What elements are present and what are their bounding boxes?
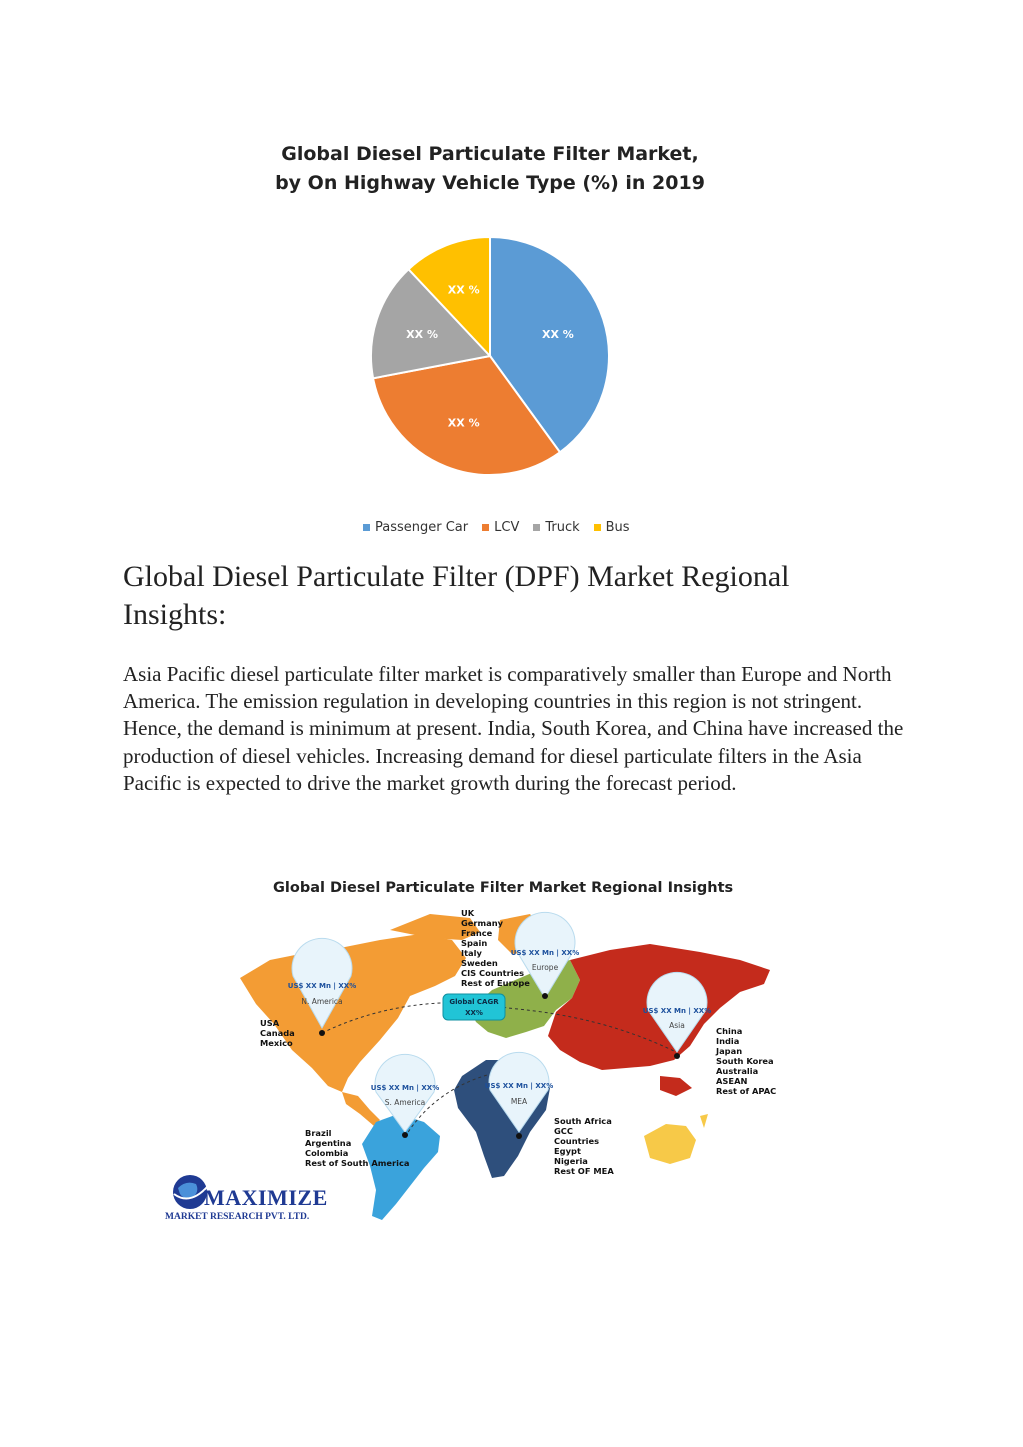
pie-chart (360, 228, 620, 488)
pie-legend (363, 520, 630, 535)
region-north-america (240, 934, 466, 1092)
legend-swatch (482, 524, 489, 531)
legend-item (533, 520, 579, 535)
callout-name-sa: S. America (384, 1098, 426, 1107)
legend-label: Bus (605, 520, 630, 535)
country-item: Rest of South America (305, 1158, 410, 1168)
country-item: Canada (260, 1028, 295, 1038)
country-item: Sweden (461, 958, 498, 968)
country-item: Italy (461, 948, 482, 958)
legend-item (363, 520, 468, 535)
country-list-north-america (260, 1018, 295, 1048)
logo-name: MAXIMIZE (204, 1185, 328, 1210)
country-list-mea (554, 1116, 614, 1176)
body-paragraph: Asia Pacific diesel particulate filter market is comparatively smaller than Europe and North America. The emission regulation in developing countries in this region is not stringent. Hence, the demand is minimum at present. India, South Korea, and China have increased the production of diesel vehicles. Increasing demand for diesel particulate filters in the Asia Pacific is expected to drive the market growth during the forecast period. (123, 662, 904, 795)
country-item: Egypt (554, 1146, 581, 1156)
legend-item (482, 520, 519, 535)
callout-name-na: N. America (301, 997, 343, 1006)
legend-swatch (533, 524, 540, 531)
country-item: Rest of Europe (461, 978, 530, 988)
legend-swatch (594, 524, 601, 531)
global-cagr-value: XX% (465, 1009, 483, 1017)
country-item: Rest of APAC (716, 1086, 777, 1096)
pie-data-label: XX % (447, 283, 480, 297)
country-item: South Korea (716, 1056, 774, 1066)
pie-title-line-2: by On Highway Vehicle Type (%) in 2019 (275, 172, 705, 194)
country-item: China (716, 1026, 743, 1036)
country-item: ASEAN (716, 1076, 748, 1086)
country-item: South Africa (554, 1116, 612, 1126)
callout-name-asia: Asia (669, 1021, 685, 1030)
country-item: Australia (716, 1066, 759, 1076)
global-cagr-label: Global CAGR (449, 998, 499, 1006)
callout-value-asia: US$ XX Mn | XX% (642, 1007, 712, 1015)
callout-value-na: US$ XX Mn | XX% (287, 982, 357, 990)
country-item: Nigeria (554, 1156, 588, 1166)
country-list-europe (461, 908, 530, 988)
country-item: UK (461, 908, 475, 918)
country-item: Spain (461, 938, 488, 948)
callout-value-sa: US$ XX Mn | XX% (370, 1084, 440, 1092)
legend-label: LCV (494, 520, 520, 535)
country-item: Mexico (260, 1038, 293, 1048)
global-cagr-badge (443, 994, 505, 1020)
country-item: GCC (554, 1126, 573, 1136)
country-item: Argentina (305, 1138, 352, 1148)
legend-label: Passenger Car (375, 520, 469, 535)
country-item: Colombia (305, 1148, 349, 1158)
legend-label: Truck (545, 520, 580, 535)
country-item: Germany (461, 918, 504, 928)
logo-subtitle: MARKET RESEARCH PVT. LTD. (165, 1212, 310, 1222)
callout-name-europe: Europe (531, 963, 559, 972)
pie-data-label: XX % (541, 327, 574, 341)
legend-swatch (363, 524, 370, 531)
callout-name-mea: MEA (510, 1097, 528, 1106)
legend-item (594, 520, 630, 535)
pie-title-line-1: Global Diesel Particulate Filter Market, (281, 143, 699, 165)
callout-value-europe: US$ XX Mn | XX% (510, 949, 580, 957)
country-list-south-america (305, 1128, 410, 1168)
country-item: Japan (716, 1046, 743, 1056)
pie-chart-title (0, 140, 980, 198)
callout-value-mea: US$ XX Mn | XX% (484, 1082, 554, 1090)
region-oceania (644, 1124, 696, 1164)
country-item: Countries (554, 1136, 600, 1146)
section-heading: Global Diesel Particulate Filter (DPF) Market Regional Insights: (123, 560, 790, 631)
country-item: Brazil (305, 1128, 332, 1138)
country-item: Rest OF MEA (554, 1166, 614, 1176)
country-list-asia (716, 1026, 776, 1096)
country-item: CIS Countries (461, 968, 525, 978)
country-item: France (461, 928, 493, 938)
map-title: Global Diesel Particulate Filter Market Regional Insights (273, 880, 734, 896)
pie-data-label: XX % (447, 416, 480, 430)
country-item: India (716, 1036, 740, 1046)
country-item: USA (260, 1018, 280, 1028)
pie-data-label: XX % (406, 327, 439, 341)
